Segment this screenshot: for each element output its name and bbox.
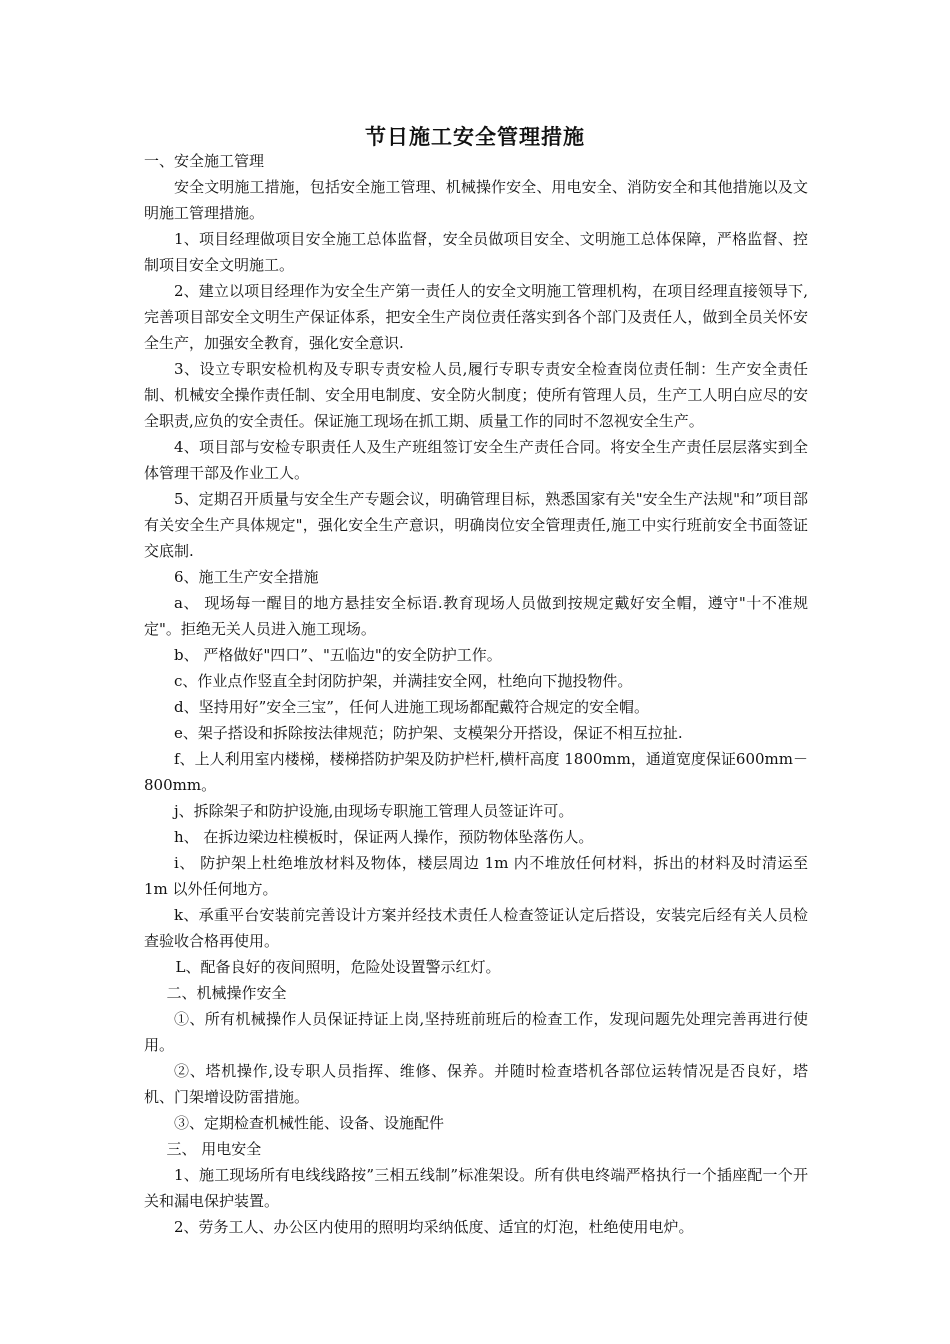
paragraph: 2、建立以项目经理作为安全生产第一责任人的安全文明施工管理机构，在项目经理直接领导下,完善项目部安全文明生产保证体系，把安全生产岗位责任落实到各个部门及责任人，做到全员关怀安全生产，加强安全教育，强化安全意识.: [144, 282, 808, 352]
paragraph: i、 防护架上杜绝堆放材料及物体，楼层周边 1m 内不堆放任何材料，拆出的材料及时清运至 1m 以外任何地方。: [144, 854, 808, 898]
paragraph: k、承重平台安装前完善设计方案并经技术责任人检查签证认定后搭设，安装完后经有关人员检查验收合格再使用。: [144, 906, 808, 950]
paragraph: 1、项目经理做项目安全施工总体监督，安全员做项目安全、文明施工总体保障，严格监督、控制项目安全文明施工。: [144, 230, 808, 274]
paragraph: ②、塔机操作,设专职人员指挥、维修、保养。并随时检查塔机各部位运转情况是否良好，塔机、门架增设防雷措施。: [144, 1062, 808, 1106]
paragraph: e、架子搭设和拆除按法律规范；防护架、支模架分开搭设，保证不相互拉扯.: [174, 724, 683, 742]
paragraph: ①、所有机械操作人员保证持证上岗,坚持班前班后的检查工作，发现问题先处理完善再进行使用。: [144, 1010, 808, 1054]
paragraph: j、拆除架子和防护设施,由现场专职施工管理人员签证许可。: [174, 802, 574, 820]
paragraph: L、配备良好的夜间照明，危险处设置警示红灯。: [175, 958, 501, 976]
paragraph: 2、劳务工人、办公区内使用的照明均采纳低度、适宜的灯泡，杜绝使用电炉。: [174, 1218, 694, 1236]
document-title: 节日施工安全管理措施: [365, 125, 585, 149]
paragraph: 1、施工现场所有电线线路按”三相五线制”标准架设。所有供电终端严格执行一个插座配一个开关和漏电保护装置。: [144, 1166, 808, 1210]
paragraph: 3、设立专职安检机构及专职专责安检人员,履行专职专责安全检查岗位责任制：生产安全责任制、机械安全操作责任制、安全用电制度、安全防火制度；使所有管理人员，生产工人明白应尽的安全职责,应负的安全责任。保证施工现场在抓工期、质量工作的同时不忽视安全生产。: [144, 360, 808, 430]
paragraph: c、作业点作竖直全封闭防护架，并满挂安全网，杜绝向下抛投物件。: [174, 672, 633, 690]
paragraph: 二、机械操作安全: [166, 984, 287, 1002]
paragraph: f、上人利用室内楼梯，楼梯搭防护架及防护栏杆,横杆高度 1800mm，通道宽度保证600mm－800mm。: [144, 750, 808, 794]
paragraph: 4、项目部与安检专职责任人及生产班组签订安全生产责任合同。将安全生产责任层层落实到全体管理干部及作业工人。: [144, 438, 808, 482]
paragraph: b、 严格做好"四口”、"五临边"的安全防护工作。: [174, 646, 502, 664]
document-body: [144, 148, 808, 1240]
paragraph: 一、安全施工管理: [144, 152, 265, 170]
paragraph: 6、施工生产安全措施: [174, 568, 319, 586]
paragraph: 安全文明施工措施，包括安全施工管理、机械操作安全、用电安全、消防安全和其他措施以及文明施工管理措施。: [144, 178, 808, 222]
paragraph: d、坚持用好”安全三宝”，任何人进施工现场都配戴符合规定的安全帽。: [174, 698, 649, 716]
paragraph: ③、定期检查机械性能、设备、设施配件: [174, 1114, 445, 1132]
paragraph: h、 在拆边梁边柱模板时，保证两人操作，预防物体坠落伤人。: [174, 828, 594, 846]
paragraph: a、 现场每一醒目的地方悬挂安全标语.教育现场人员做到按规定戴好安全帽，遵守"十不准规定"。拒绝无关人员进入施工现场。: [144, 594, 808, 638]
paragraph: 5、定期召开质量与安全生产专题会议，明确管理目标，熟悉国家有关"安全生产法规"和”项目部有关安全生产具体规定"，强化安全生产意识，明确岗位安全管理责任,施工中实行班前安全书面签证交底制.: [144, 490, 808, 560]
paragraph: 三、 用电安全: [166, 1140, 262, 1158]
